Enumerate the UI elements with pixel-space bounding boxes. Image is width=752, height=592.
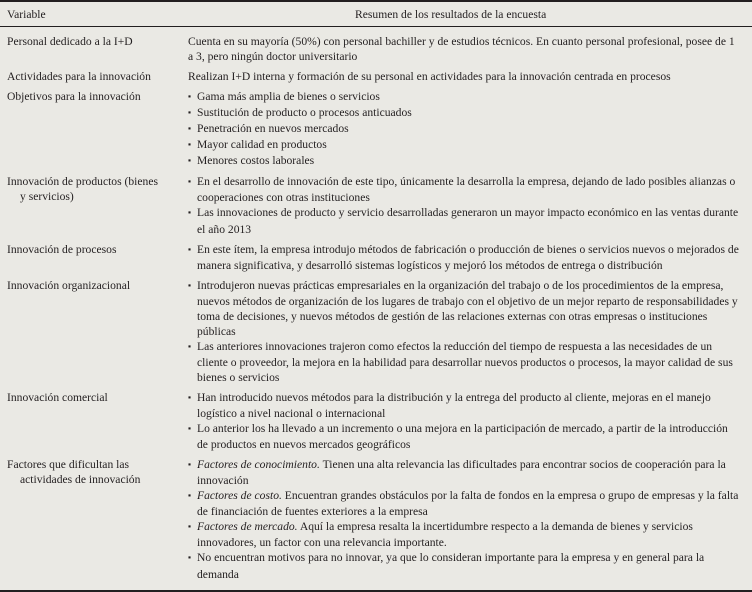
row-variable-cell: [0, 237, 168, 273]
bullet-text: Han introducido nuevos métodos para la distribución y la entrega del producto al cliente, mejoras en el manejo logístico a nivel nacional o internacional: [197, 390, 711, 421]
table-row: [0, 64, 752, 84]
table-row: [0, 169, 752, 236]
bullet-text: Penetración en nuevos mercados: [197, 122, 349, 136]
square-bullet-icon: [188, 340, 197, 355]
row-variable-cell: [0, 84, 168, 169]
square-bullet-icon: [188, 520, 197, 535]
row-resumen-cell: [168, 27, 752, 65]
row-resumen-cell: [168, 452, 752, 590]
list-item: [188, 457, 740, 488]
list-item: [188, 242, 740, 273]
row-resumen-cell: [168, 385, 752, 452]
bullet-text: Mayor calidad en productos: [197, 138, 327, 152]
list-item: [188, 519, 740, 550]
bullet-lead-emphasis: Factores de costo.: [197, 489, 282, 503]
list-item: [188, 278, 740, 339]
row-variable-cell: [0, 27, 168, 65]
bullet-text: Las anteriores innovaciones trajeron como efectos la reducción del tiempo de respuesta a las necesidades de un cliente o proveedor, la mejora en la habilidad para desarrollar nuevos productos o procesos, la mayor calidad de sus bienes o servicios: [197, 339, 733, 384]
list-item: [188, 339, 740, 385]
bullet-text: Gama más amplia de bienes o servicios: [197, 90, 380, 104]
bullet-text: Tienen una alta relevancia las dificultades para encontrar socios de cooperación para la innovación: [197, 458, 726, 488]
bullet-text: En el desarrollo de innovación de este tipo, únicamente la desarrolla la empresa, dejando de lado posibles alianzas o cooperaciones con otras instituciones: [197, 175, 736, 205]
square-bullet-icon: [188, 489, 197, 504]
list-item: [188, 488, 740, 519]
bullet-text: Lo anterior los ha llevado a un incremento o una mejora en la participación de mercado, a partir de la introducción de productos en nuevos mercados geográficos: [197, 422, 728, 452]
square-bullet-icon: [188, 122, 197, 137]
bullet-text: Introdujeron nuevas prácticas empresariales en la organización del trabajo o de los procedimientos de la empresa, nuevos métodos de organización de los lugares de trabajo con el objetivo de un mejor reparto de responsabilidades y toma de decisiones, y nuevos métodos de gestión de las relaciones externas con otras empresas o instituciones públicas: [197, 278, 738, 338]
variable-label: Personal dedicado a la I+D: [7, 35, 133, 48]
row-resumen-cell: [168, 84, 752, 169]
square-bullet-icon: [188, 279, 197, 294]
bullet-text: Encuentran grandes obstáculos por la falta de fondos en la empresa o grupo de empresas y la falta de financiación de fuentes exteriores a la empresa: [197, 489, 739, 519]
bullet-text: Menores costos laborales: [197, 154, 315, 168]
table-row: [0, 385, 752, 452]
square-bullet-icon: [188, 106, 197, 121]
square-bullet-icon: [188, 422, 197, 437]
row-resumen-cell: [168, 273, 752, 385]
list-item: [188, 174, 740, 205]
variable-label: Innovación comercial: [7, 390, 108, 404]
resumen-bullet-list: [188, 89, 740, 169]
variable-label: Actividades para la innovación: [7, 70, 151, 84]
row-resumen-cell: [168, 64, 752, 84]
list-item: [188, 105, 740, 121]
resumen-bullet-list: [188, 278, 740, 385]
resumen-bullet-list: [188, 390, 740, 452]
table-row: [0, 452, 752, 590]
list-item: [188, 205, 740, 236]
bullet-text: Aquí la empresa resalta la incertidumbre respecto a la demanda de bienes y servicios innovadores, un factor con una relevancia importante.: [197, 520, 693, 550]
resumen-paragraph: Realizan I+D interna y formación de su personal en actividades para la innovación centrada en procesos: [188, 70, 671, 84]
bullet-text: Sustitución de producto o procesos anticuados: [197, 106, 412, 120]
table-row: [0, 27, 752, 65]
square-bullet-icon: [188, 175, 197, 190]
bullet-text: Las innovaciones de producto y servicio desarrolladas generaron un mayor impacto económico en las ventas durante el año 2013: [197, 206, 739, 236]
resumen-bullet-list: [188, 174, 740, 236]
row-variable-cell: [0, 64, 168, 84]
row-variable-cell: [0, 385, 168, 452]
square-bullet-icon: [188, 138, 197, 153]
table-header-row: [0, 1, 752, 27]
resumen-paragraph: Cuenta en su mayoría (50%) con personal bachiller y de estudios técnicos. En cuanto personal profesional, posee de 1 a 3, pero ningún doctor universitario: [188, 35, 735, 64]
row-variable-cell: [0, 169, 168, 236]
variable-label: Innovación organizacional: [7, 278, 131, 292]
square-bullet-icon: [188, 90, 197, 105]
square-bullet-icon: [188, 206, 197, 221]
bullet-text: No encuentran motivos para no innovar, ya que lo consideran importante para la empresa y en general para la demanda: [197, 551, 705, 581]
variable-label: Factores que dificultan las actividades de innovación: [7, 458, 141, 487]
bullet-lead-emphasis: Factores de mercado.: [197, 520, 298, 534]
list-item: [188, 390, 740, 421]
table-body: [0, 27, 752, 591]
square-bullet-icon: [188, 458, 197, 473]
variable-label: Innovación de productos (bienes y servicios): [7, 175, 158, 204]
resumen-bullet-list: [188, 242, 740, 273]
square-bullet-icon: [188, 154, 197, 169]
column-header-resumen: Resumen de los resultados de la encuesta: [168, 1, 752, 27]
list-item: [188, 89, 740, 105]
bullet-text: En este ítem, la empresa introdujo métodos de fabricación o producción de bienes o servicios nuevos o mejorados de manera significativa, y desarrolló sistemas logísticos y mejoró los métodos de entrega o distribución: [197, 242, 739, 272]
row-variable-cell: [0, 452, 168, 590]
bullet-lead-emphasis: Factores de conocimiento.: [197, 458, 320, 472]
list-item: [188, 137, 740, 153]
list-item: [188, 153, 740, 169]
list-item: [188, 550, 740, 581]
row-resumen-cell: [168, 237, 752, 273]
square-bullet-icon: [188, 551, 197, 566]
variable-label: Objetivos para la innovación: [7, 90, 141, 104]
table-row: [0, 84, 752, 169]
row-resumen-cell: [168, 169, 752, 236]
column-header-variable: Variable: [0, 1, 168, 27]
list-item: [188, 421, 740, 452]
list-item: [188, 121, 740, 137]
resumen-bullet-list: [188, 457, 740, 581]
table-row: [0, 237, 752, 273]
row-variable-cell: [0, 273, 168, 385]
variable-label: Innovación de procesos: [7, 242, 117, 256]
table-row: [0, 273, 752, 385]
square-bullet-icon: [188, 243, 197, 258]
table-header: [0, 1, 752, 27]
square-bullet-icon: [188, 391, 197, 406]
